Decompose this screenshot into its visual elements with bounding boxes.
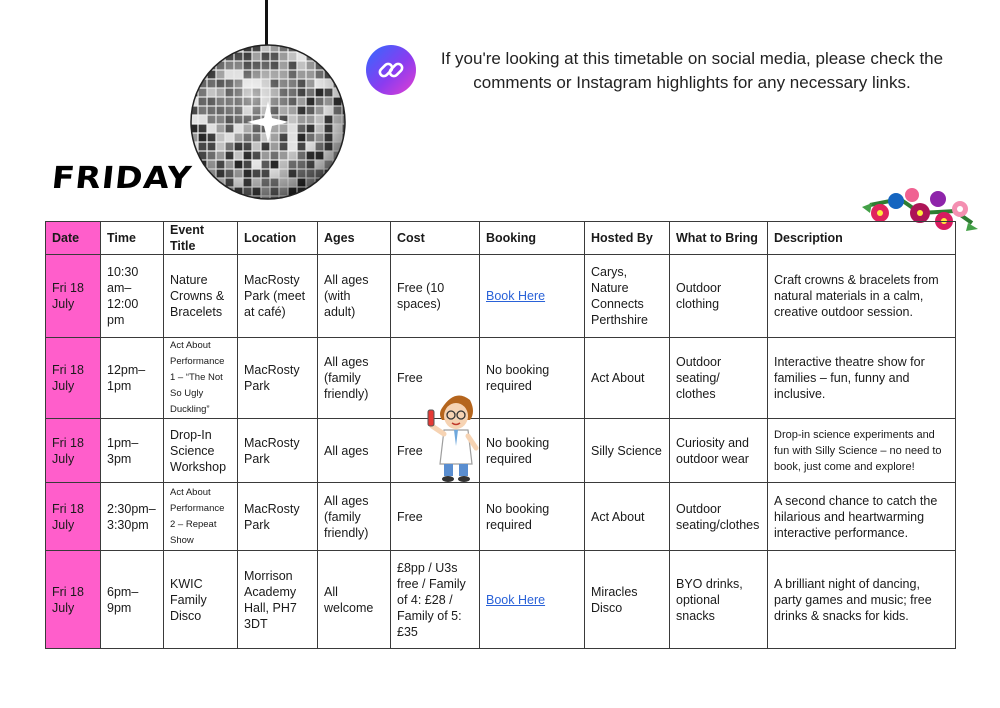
cell-cost: £8pp / U3s free / Family of 4: £28 / Family of 5: £35 bbox=[391, 551, 480, 649]
table-row bbox=[46, 255, 956, 338]
cell-cost: Free bbox=[391, 483, 480, 551]
cell-date: Fri 18 July bbox=[46, 551, 101, 649]
cell-event-title: Act About Performance 2 – Repeat Show bbox=[164, 483, 238, 551]
table-row bbox=[46, 338, 956, 419]
cell-what-to-bring: Outdoor seating/clothes bbox=[670, 483, 768, 551]
disco-ball-icon bbox=[189, 43, 347, 201]
cell-event-title: KWIC Family Disco bbox=[164, 551, 238, 649]
cell-ages: All ages bbox=[318, 419, 391, 483]
cell-description: A second chance to catch the hilarious and heartwarming interactive performance. bbox=[768, 483, 956, 551]
cell-booking: No booking required bbox=[480, 338, 585, 419]
scientist-character-icon bbox=[424, 386, 486, 484]
cell-cost: Free bbox=[391, 419, 480, 483]
cell-hosted-by: Miracles Disco bbox=[585, 551, 670, 649]
cell-date: Fri 18 July bbox=[46, 483, 101, 551]
cell-hosted-by: Act About bbox=[585, 483, 670, 551]
table-row bbox=[46, 419, 956, 483]
social-media-notice: If you're looking at this timetable on social media, please check the comments or Instagram highlights for any necessary links. bbox=[440, 49, 944, 92]
disco-ball-string bbox=[265, 0, 268, 46]
header-location: Location bbox=[238, 222, 318, 255]
cell-what-to-bring: BYO drinks, optional snacks bbox=[670, 551, 768, 649]
cell-ages: All ages (family friendly) bbox=[318, 483, 391, 551]
cell-what-to-bring: Curiosity and outdoor wear bbox=[670, 419, 768, 483]
cell-location: MacRosty Park bbox=[238, 419, 318, 483]
header-ages: Ages bbox=[318, 222, 391, 255]
book-here-link[interactable]: Book Here bbox=[486, 289, 546, 303]
cell-hosted-by: Act About bbox=[585, 338, 670, 419]
book-here-link[interactable]: Book Here bbox=[486, 592, 546, 607]
cell-location: MacRosty Park (meet at café) bbox=[238, 255, 318, 338]
cell-time: 12pm–1pm bbox=[101, 338, 164, 419]
header-hosted-by: Hosted By bbox=[585, 222, 670, 255]
cell-time: 1pm–3pm bbox=[101, 419, 164, 483]
day-title: FRIDAY bbox=[50, 159, 194, 196]
cell-date: Fri 18 July bbox=[46, 338, 101, 419]
header-time: Time bbox=[101, 222, 164, 255]
cell-booking: No booking required bbox=[480, 419, 585, 483]
header-what-to-bring: What to Bring bbox=[670, 222, 768, 255]
cell-time: 10:30 am–12:00 pm bbox=[101, 255, 164, 338]
cell-time: 6pm–9pm bbox=[101, 551, 164, 649]
header-event-title: Event Title bbox=[164, 222, 238, 255]
cell-cost: Free bbox=[391, 338, 480, 419]
cell-booking bbox=[480, 551, 585, 649]
header-date: Date bbox=[46, 222, 101, 255]
cell-location: MacRosty Park bbox=[238, 483, 318, 551]
header-description: Description bbox=[768, 222, 956, 255]
cell-description: Interactive theatre show for families – fun, funny and inclusive. bbox=[768, 338, 956, 419]
cell-description: Craft crowns & bracelets from natural materials in a calm, creative outdoor session. bbox=[768, 255, 956, 338]
cell-what-to-bring: Outdoor clothing bbox=[670, 255, 768, 338]
cell-event-title: Act About Performance 1 – “The Not So Ugly Duckling” bbox=[164, 338, 238, 419]
cell-booking bbox=[480, 255, 585, 338]
cell-date: Fri 18 July bbox=[46, 255, 101, 338]
cell-ages: All welcome bbox=[318, 551, 391, 649]
table-row bbox=[46, 551, 956, 649]
cell-date: Fri 18 July bbox=[46, 419, 101, 483]
cell-booking: No booking required bbox=[480, 483, 585, 551]
header-booking: Booking bbox=[480, 222, 585, 255]
table-header-row bbox=[46, 222, 956, 255]
cell-description: A brilliant night of dancing, party games and music; free drinks & snacks for kids. bbox=[768, 551, 956, 649]
cell-cost: Free (10 spaces) bbox=[391, 255, 480, 338]
cell-time: 2:30pm–3:30pm bbox=[101, 483, 164, 551]
link-chain-icon bbox=[376, 55, 406, 85]
events-timetable bbox=[45, 221, 956, 649]
cell-hosted-by: Silly Science bbox=[585, 419, 670, 483]
cell-description: Drop-in science experiments and fun with Silly Science – no need to book, just come and explore! bbox=[768, 419, 956, 483]
cell-location: Morrison Academy Hall, PH7 3DT bbox=[238, 551, 318, 649]
cell-event-title: Drop-In Science Workshop bbox=[164, 419, 238, 483]
header-cost: Cost bbox=[391, 222, 480, 255]
cell-location: MacRosty Park bbox=[238, 338, 318, 419]
cell-what-to-bring: Outdoor seating/ clothes bbox=[670, 338, 768, 419]
cell-ages: All ages (with adult) bbox=[318, 255, 391, 338]
link-icon-badge bbox=[366, 45, 416, 95]
cell-hosted-by: Carys, Nature Connects Perthshire bbox=[585, 255, 670, 338]
cell-ages: All ages (family friendly) bbox=[318, 338, 391, 419]
cell-event-title: Nature Crowns & Bracelets bbox=[164, 255, 238, 338]
table-row bbox=[46, 483, 956, 551]
